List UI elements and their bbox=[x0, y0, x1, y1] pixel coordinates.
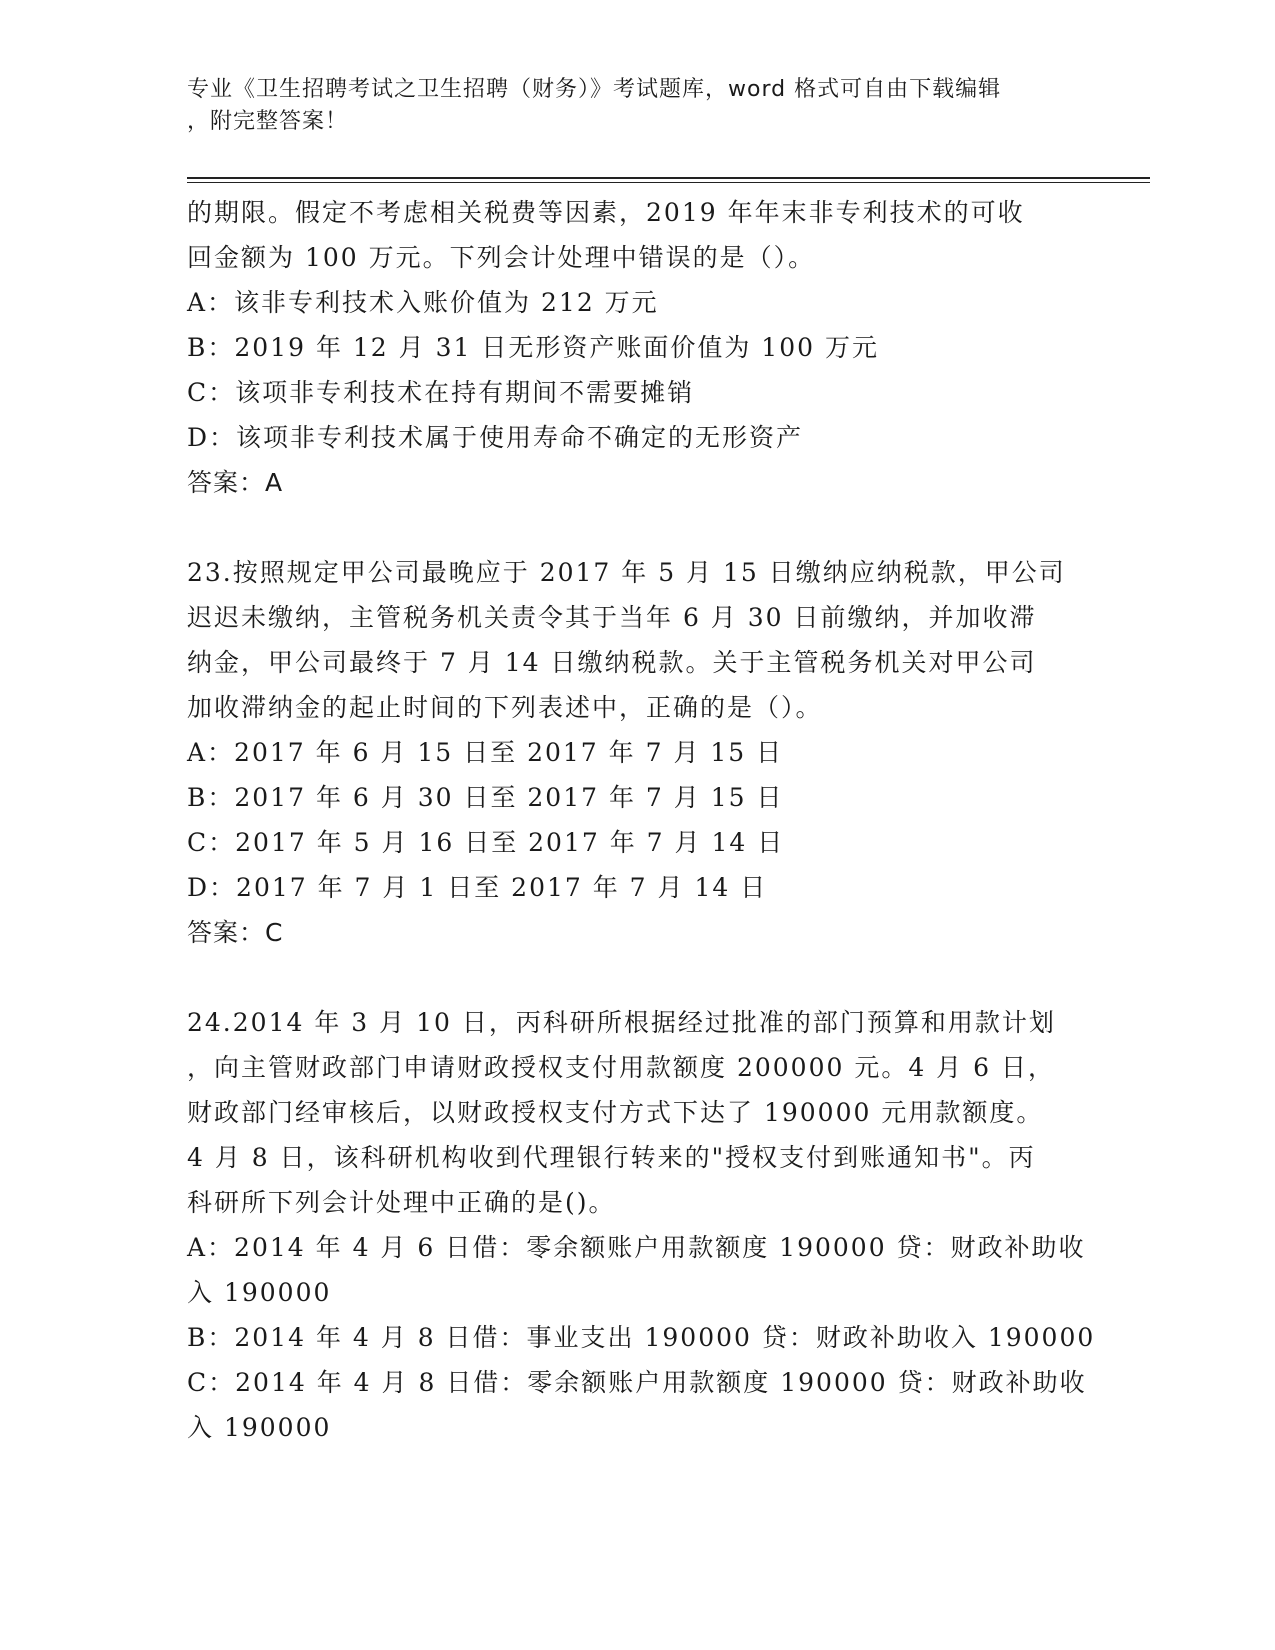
question-22 bbox=[187, 190, 1087, 505]
option-d: D：该项非专利技术属于使用寿命不确定的无形资产 bbox=[187, 423, 804, 452]
question-stem-line: 4 月 8 日，该科研机构收到代理银行转来的"授权支付到账通知书"。丙 bbox=[187, 1143, 1036, 1172]
spacer bbox=[187, 505, 1087, 550]
option-d: D：2017 年 7 月 1 日至 2017 年 7 月 14 日 bbox=[187, 873, 768, 902]
question-stem-line: 23.按照规定甲公司最晚应于 2017 年 5 月 15 日缴纳应纳税款，甲公司 bbox=[187, 558, 1066, 587]
spacer bbox=[187, 955, 1087, 1000]
question-stem-line: 财政部门经审核后，以财政授权支付方式下达了 190000 元用款额度。 bbox=[187, 1098, 1044, 1127]
question-stem-line: ，向主管财政部门申请财政授权支付用款额度 200000 元。4 月 6 日， bbox=[187, 1053, 1055, 1082]
option-c: C：该项非专利技术在持有期间不需要摊销 bbox=[187, 378, 695, 407]
option-b: B：2019 年 12 月 31 日无形资产账面价值为 100 万元 bbox=[187, 333, 879, 362]
option-c-continued: 入 190000 bbox=[187, 1413, 332, 1442]
question-stem-line: 迟迟未缴纳，主管税务机关责令其于当年 6 月 30 日前缴纳，并加收滞 bbox=[187, 603, 1037, 632]
question-stem-line: 的期限。假定不考虑相关税费等因素，2019 年年末非专利技术的可收 bbox=[187, 198, 1025, 227]
header-line-2: ，附完整答案！ bbox=[187, 109, 349, 134]
option-c: C：2014 年 4 月 8 日借：零余额账户用款额度 190000 贷：财政补助收 bbox=[187, 1368, 1087, 1397]
option-a: A：该非专利技术入账价值为 212 万元 bbox=[187, 288, 659, 317]
question-content bbox=[187, 190, 1096, 1450]
header-divider-thick bbox=[187, 177, 1150, 179]
option-a: A：2014 年 4 月 6 日借：零余额账户用款额度 190000 贷：财政补助收 bbox=[187, 1233, 1086, 1262]
header-divider-thin bbox=[187, 182, 1150, 183]
document-header bbox=[187, 74, 1067, 138]
question-stem-line: 纳金，甲公司最终于 7 月 14 日缴纳税款。关于主管税务机关对甲公司 bbox=[187, 648, 1037, 677]
question-24 bbox=[187, 1000, 1096, 1450]
question-stem-line: 24.2014 年 3 月 10 日，丙科研所根据经过批准的部门预算和用款计划 bbox=[187, 1008, 1056, 1037]
option-c: C：2017 年 5 月 16 日至 2017 年 7 月 14 日 bbox=[187, 828, 785, 857]
option-a-continued: 入 190000 bbox=[187, 1278, 332, 1307]
option-b: B：2014 年 4 月 8 日借：事业支出 190000 贷：财政补助收入 190000 bbox=[187, 1323, 1096, 1352]
question-stem-line: 回金额为 100 万元。下列会计处理中错误的是（）。 bbox=[187, 243, 816, 272]
option-b: B：2017 年 6 月 30 日至 2017 年 7 月 15 日 bbox=[187, 783, 784, 812]
answer: 答案：C bbox=[187, 918, 284, 947]
answer: 答案：A bbox=[187, 468, 284, 497]
option-a: A：2017 年 6 月 15 日至 2017 年 7 月 15 日 bbox=[187, 738, 784, 767]
question-stem-line: 加收滞纳金的起止时间的下列表述中，正确的是（）。 bbox=[187, 693, 823, 722]
question-23 bbox=[187, 550, 1087, 955]
header-line-1: 专业《卫生招聘考试之卫生招聘（财务）》考试题库，word 格式可自由下载编辑 bbox=[187, 77, 1002, 102]
question-stem-line: 科研所下列会计处理中正确的是()。 bbox=[187, 1188, 616, 1217]
